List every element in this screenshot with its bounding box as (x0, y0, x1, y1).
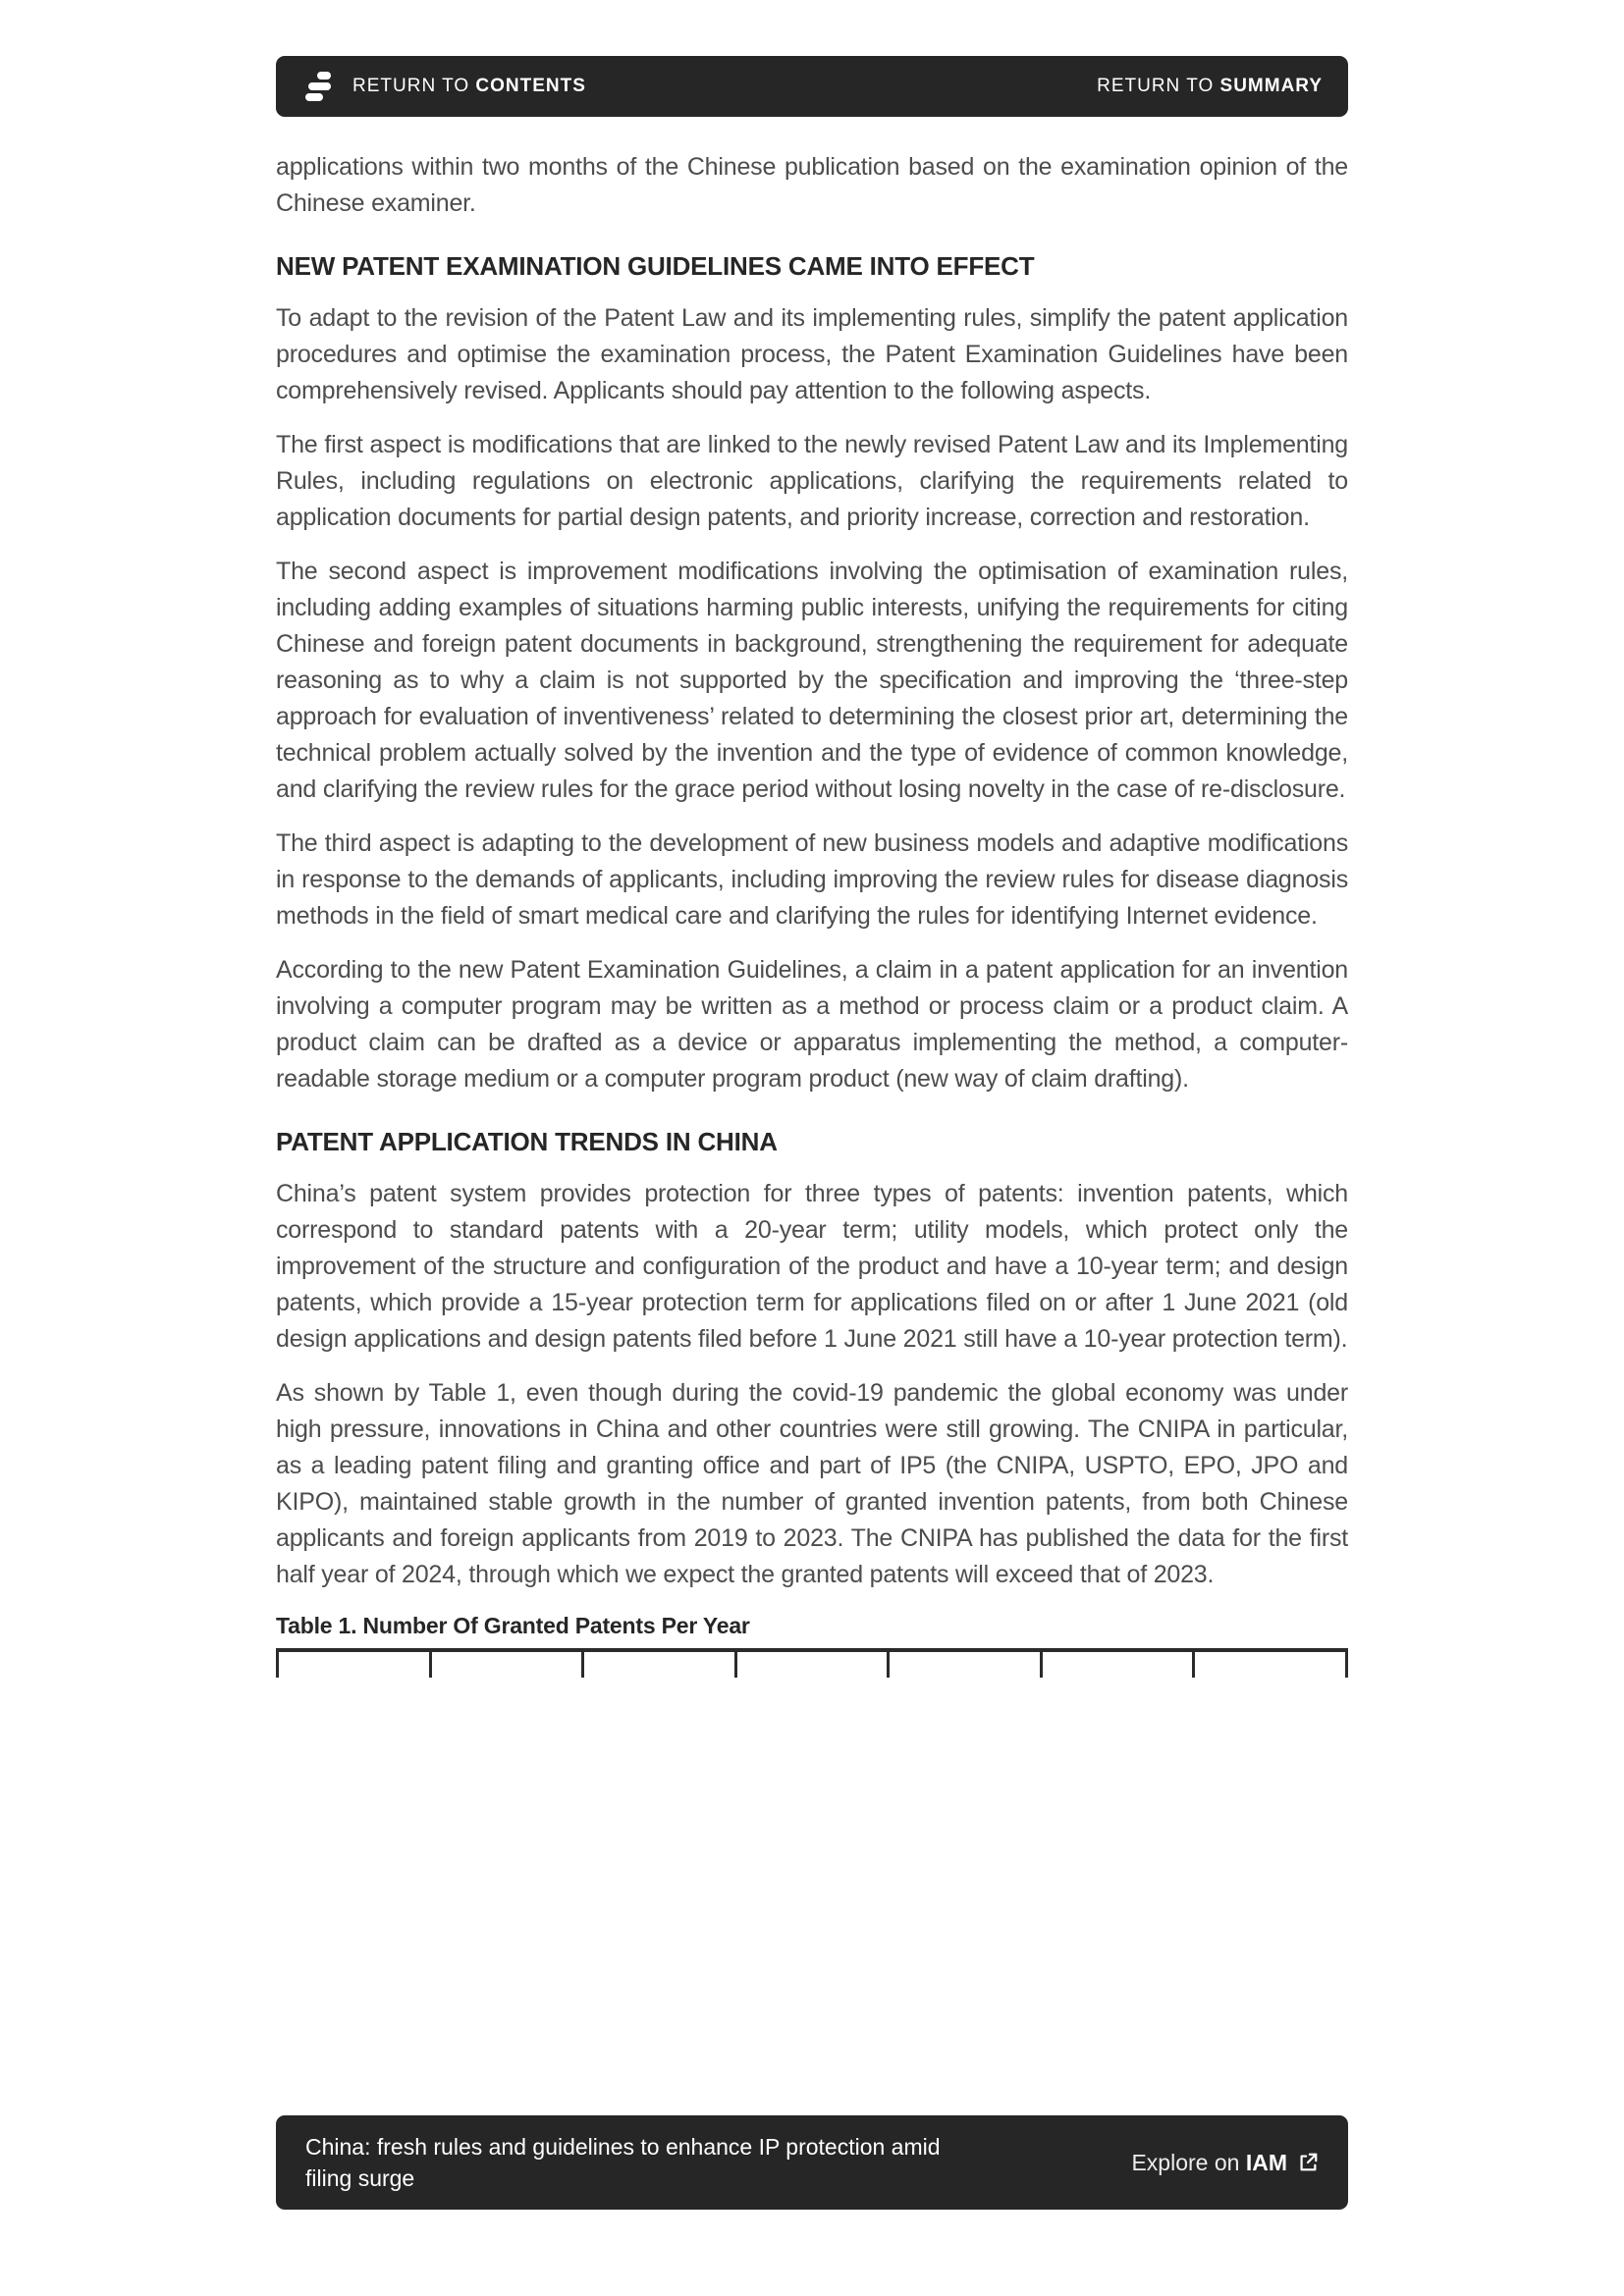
table-caption: Table 1. Number Of Granted Patents Per Year (276, 1613, 750, 1638)
external-link-icon (1297, 2152, 1319, 2173)
section-heading: NEW PATENT EXAMINATION GUIDELINES CAME INTO EFFECT (276, 251, 1035, 281)
return-to-contents-label: RETURN TO CONTENTS (352, 76, 586, 96)
table-cell (1040, 1652, 1193, 1678)
table-cell (276, 1652, 429, 1678)
table-cell (429, 1652, 582, 1678)
return-to-contents-link[interactable] (301, 68, 586, 105)
article-title: China: fresh rules and guidelines to enhance IP protection amid filing surge (305, 2134, 941, 2191)
footer-bar (276, 2115, 1348, 2210)
table-cell (581, 1652, 734, 1678)
return-to-summary-link[interactable] (1097, 76, 1323, 97)
table-cell (734, 1652, 888, 1678)
table-cell (1192, 1652, 1348, 1678)
granted-patents-table-row (276, 1652, 1348, 1678)
article-content (276, 149, 1348, 1593)
paragraph: The first aspect is modifications that are linked to the newly revised Patent Law and its Implementing Rules, including regulations on electronic applications, clarifying the requirements related to application documents for partial design patents, and priority increase, correction and restoration. (276, 431, 1348, 531)
table-cell (887, 1652, 1040, 1678)
explore-on-iam-link[interactable] (1131, 2150, 1319, 2176)
paragraph: To adapt to the revision of the Patent Law and its implementing rules, simplify the patent application procedures and optimise the examination process, the Patent Examination Guidelines have been comprehensively revised. Applicants should pay attention to the following aspects. (276, 304, 1348, 404)
granted-patents-table (276, 1648, 1348, 1678)
paragraph: China’s patent system provides protection for three types of patents: invention patents, which correspond to standard patents with a 20-year term; utility models, which protect only the improvement of the structure and configuration of the product and have a 10-year term; and design patents, which provide a 15-year protection term for applications filed on or after 1 June 2021 (old design applications and design patents filed before 1 June 2021 still have a 10-year protection term). (276, 1180, 1348, 1353)
paragraph: The third aspect is adapting to the development of new business models and adaptive modifications in response to the demands of applicants, including improving the review rules for disease diagnosis methods in the field of smart medical care and clarifying the rules for identifying Internet evidence. (276, 829, 1348, 930)
return-to-summary-label: RETURN TO SUMMARY (1097, 76, 1323, 96)
paragraph: The second aspect is improvement modifications involving the optimisation of examination rules, including adding examples of situations harming public interests, unifying the requirements for citing Chinese and foreign patent documents in background, strengthening the requirement for adequate reasoning as to why a claim is not supported by the specification and improving the ‘three-step approach for evaluation of inventiveness’ related to determining the closest prior art, determining the technical problem actually solved by the invention and the type of evidence of common knowledge, and clarifying the review rules for the grace period without losing novelty in the case of re-disclosure. (276, 558, 1348, 803)
iam-logo-icon (301, 68, 337, 105)
paragraph: As shown by Table 1, even though during the covid-19 pandemic the global economy was under high pressure, innovations in China and other countries were still growing. The CNIPA in particular, as a leading patent filing and granting office and part of IP5 (the CNIPA, USPTO, EPO, JPO and KIPO), maintained stable growth in the number of granted invention patents, from both Chinese applicants and foreign applicants from 2019 to 2023. The CNIPA has published the data for the first half year of 2024, through which we expect the granted patents will exceed that of 2023. (276, 1379, 1348, 1588)
paragraph: According to the new Patent Examination Guidelines, a claim in a patent application for an invention involving a computer program may be written as a method or process claim or a product claim. A product claim can be drafted as a device or apparatus implementing the method, a computer-readable storage medium or a computer program product (new way of claim drafting). (276, 956, 1348, 1093)
section-heading: PATENT APPLICATION TRENDS IN CHINA (276, 1127, 778, 1156)
article (276, 149, 1348, 1678)
top-nav-bar (276, 56, 1348, 117)
explore-on-iam-label: Explore on IAM (1131, 2149, 1287, 2175)
paragraph: applications within two months of the Chinese publication based on the examination opinion of the Chinese examiner. (276, 153, 1348, 217)
